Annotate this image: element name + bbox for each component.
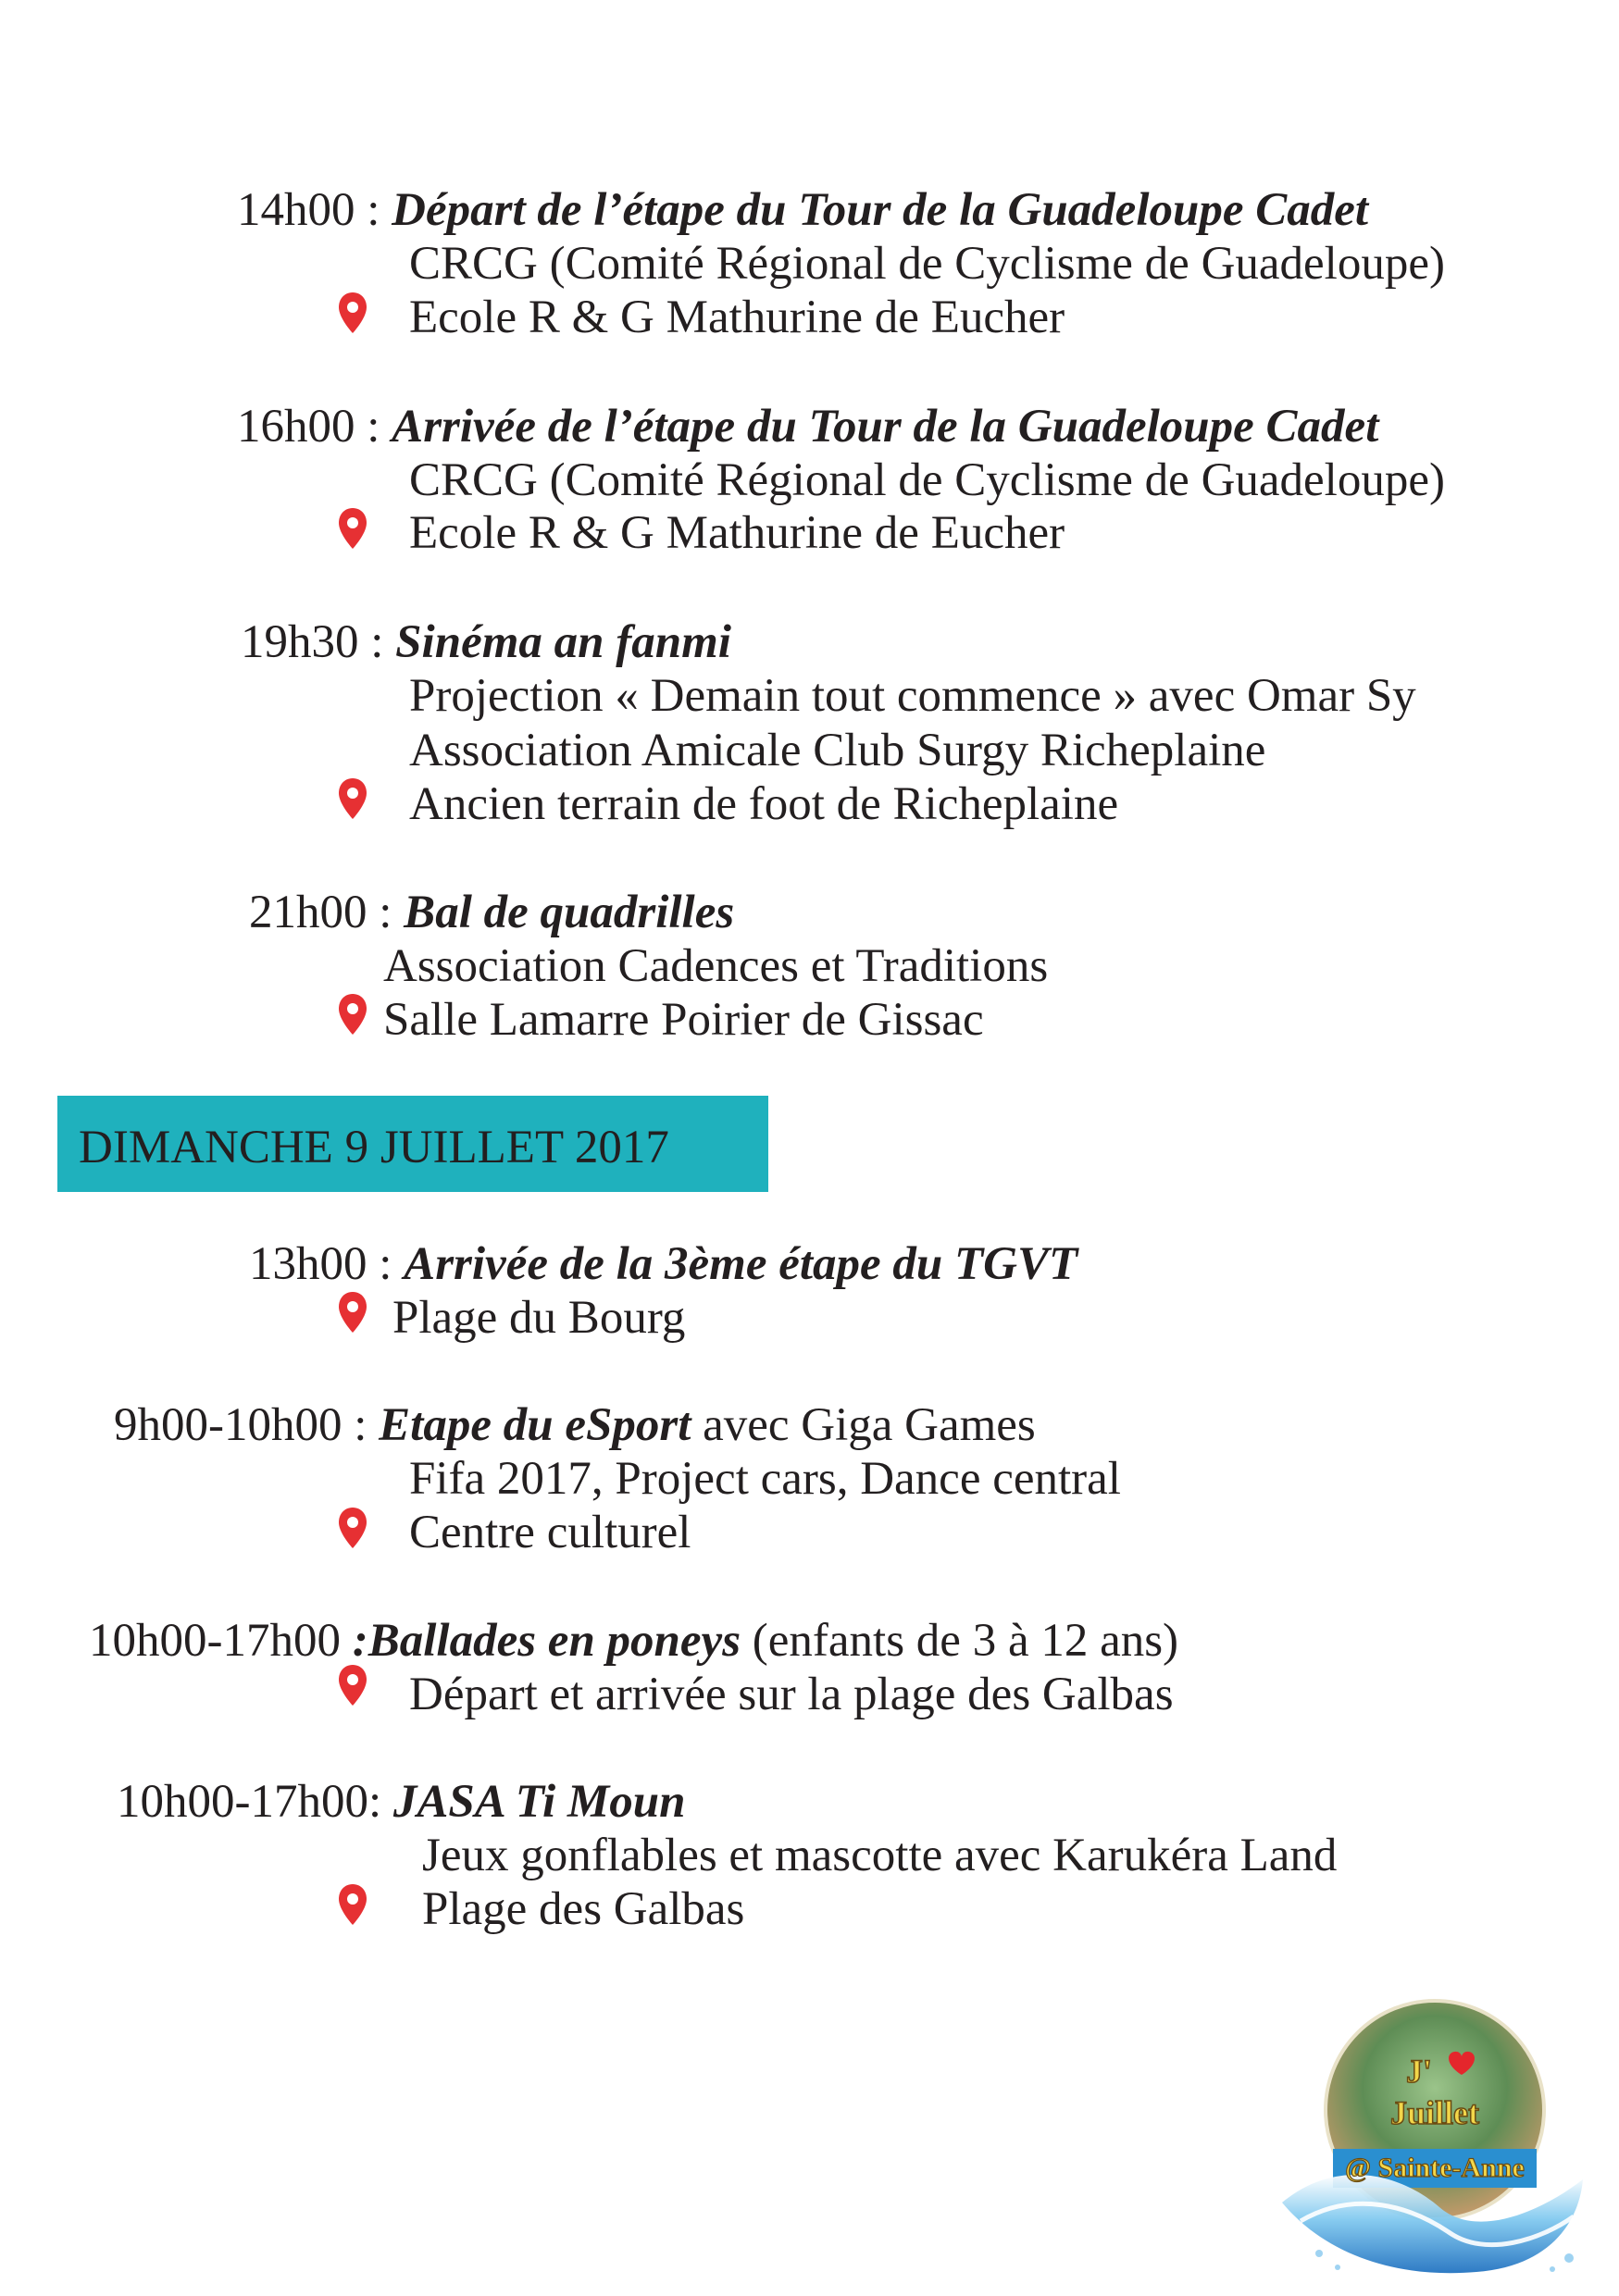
location-pin-icon — [337, 506, 368, 551]
location-pin-icon — [337, 1290, 368, 1334]
logo-line-1: J' — [1405, 2053, 1433, 2090]
location-pin-icon — [337, 1506, 368, 1550]
event-1-heading — [237, 182, 1368, 238]
event-1-location: Ecole R & G Mathurine de Eucher — [409, 292, 1065, 343]
event-time: 16h00 : — [237, 401, 392, 453]
day-header-text: DIMANCHE 9 JUILLET 2017 — [79, 1122, 669, 1173]
event-7-location: Départ et arrivée sur la plage des Galbas — [409, 1669, 1174, 1720]
event-3-detail: Projection « Demain tout commence » avec Omar Sy — [409, 670, 1416, 722]
festival-logo — [1264, 1990, 1606, 2286]
event-1-organizer: CRCG (Comité Régional de Cyclisme de Guadeloupe) — [409, 238, 1445, 290]
event-time: 14h00 : — [237, 184, 392, 236]
location-pin-icon — [337, 776, 368, 821]
event-4-organizer: Association Cadences et Traditions — [383, 940, 1049, 992]
event-3-heading — [241, 614, 731, 670]
event-7-heading — [89, 1613, 1178, 1669]
logo-line-2: Juillet — [1390, 2094, 1479, 2131]
event-title: Bal de quadrilles — [404, 887, 735, 938]
logo-line-3: @ Sainte-Anne — [1345, 2153, 1525, 2183]
event-title: Arrivée de la 3ème étape du TGVT — [404, 1238, 1078, 1290]
event-2-organizer: CRCG (Comité Régional de Cyclisme de Guadeloupe) — [409, 454, 1445, 506]
event-6-location: Centre culturel — [409, 1507, 691, 1558]
event-3-organizer: Association Amicale Club Surgy Richeplaine — [409, 725, 1266, 776]
event-5-heading — [249, 1236, 1077, 1292]
location-pin-icon — [337, 1882, 368, 1927]
event-time: 10h00-17h00: — [117, 1776, 393, 1828]
event-time: 21h00 : — [249, 887, 405, 938]
event-4-heading — [249, 885, 734, 940]
event-title: JASA Ti Moun — [392, 1776, 686, 1828]
event-5-location: Plage du Bourg — [392, 1292, 686, 1344]
event-title: Départ de l’étape du Tour de la Guadeloupe Cadet — [392, 184, 1369, 236]
event-title-suffix: avec Giga Games — [691, 1399, 1036, 1451]
event-6-detail: Fifa 2017, Project cars, Dance central — [409, 1453, 1121, 1505]
location-pin-icon — [337, 992, 368, 1036]
event-4-location: Salle Lamarre Poirier de Gissac — [383, 994, 984, 1046]
event-time: 13h00 : — [249, 1238, 405, 1290]
event-6-heading — [114, 1397, 1036, 1453]
event-8-detail: Jeux gonflables et mascotte avec Karukéra Land — [422, 1830, 1338, 1881]
event-title: :Ballades en poneys — [352, 1615, 741, 1667]
event-title-suffix: (enfants de 3 à 12 ans) — [741, 1615, 1179, 1667]
event-3-location: Ancien terrain de foot de Richeplaine — [409, 778, 1119, 830]
event-2-heading — [237, 399, 1378, 454]
event-8-location: Plage des Galbas — [422, 1883, 745, 1935]
event-8-heading — [117, 1774, 686, 1830]
location-pin-icon — [337, 291, 368, 335]
event-title: Etape du eSport — [379, 1399, 691, 1451]
event-title: Sinéma an fanmi — [395, 616, 731, 668]
event-2-location: Ecole R & G Mathurine de Eucher — [409, 507, 1065, 559]
event-title: Arrivée de l’étape du Tour de la Guadeloupe Cadet — [392, 401, 1379, 453]
event-time: 10h00-17h00 — [89, 1615, 353, 1667]
location-pin-icon — [337, 1663, 368, 1707]
day-header-banner — [57, 1096, 768, 1192]
event-time: 9h00-10h00 : — [114, 1399, 380, 1451]
event-time: 19h30 : — [241, 616, 396, 668]
